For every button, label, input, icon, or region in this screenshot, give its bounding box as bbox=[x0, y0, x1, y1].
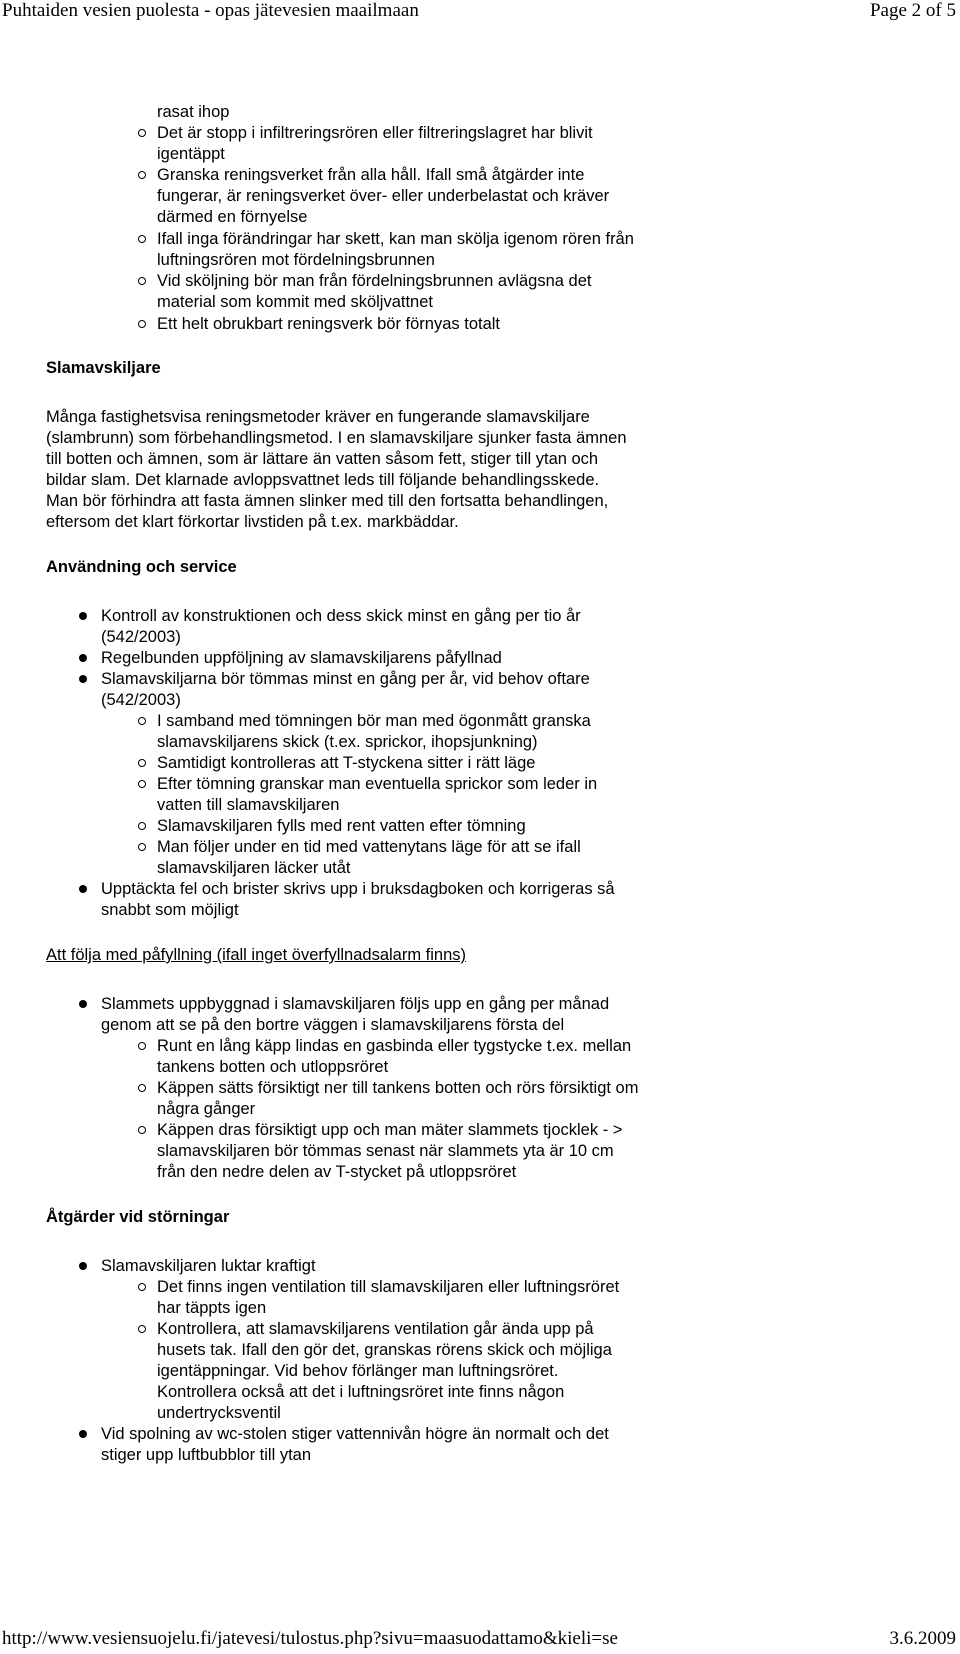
list-item: Kontroll av konstruktionen och dess skick minst en gång per tio år bbox=[101, 607, 581, 625]
paragraph-line: bildar slam. Det klarnade avloppsvattnet leds till följande behandlingsskede. bbox=[46, 471, 600, 489]
circle-bullet-icon bbox=[138, 235, 146, 243]
list-item: Slamavskiljaren fylls med rent vatten efter tömning bbox=[157, 817, 526, 835]
list-item-text: Kontrollera också att det i luftningsröret inte finns någon bbox=[157, 1383, 565, 1401]
list-item: Slamavskiljarna bör tömmas minst en gång per år, vid behov oftare bbox=[101, 670, 590, 688]
list-item-text: genom att se på den bortre väggen i slamavskiljarens första del bbox=[101, 1016, 565, 1034]
paragraph-line: eftersom det klart förkortar livstiden på t.ex. markbäddar. bbox=[46, 513, 459, 531]
bullet-icon bbox=[79, 1000, 87, 1008]
section-heading-faults: Åtgärder vid störningar bbox=[46, 1208, 230, 1226]
list-item: Samtidigt kontrolleras att T-styckena sitter i rätt läge bbox=[157, 754, 536, 772]
section-heading-slamavskiljare: Slamavskiljare bbox=[46, 359, 161, 377]
circle-bullet-icon bbox=[138, 759, 146, 767]
page-number: Page 2 of 5 bbox=[869, 0, 956, 21]
list-item: Regelbunden uppföljning av slamavskiljarens påfyllnad bbox=[101, 649, 502, 667]
list-item: Slammets uppbyggnad i slamavskiljaren följs upp en gång per månad bbox=[101, 995, 610, 1013]
circle-bullet-icon bbox=[138, 822, 146, 830]
circle-bullet-icon bbox=[138, 717, 146, 725]
bullet-icon bbox=[79, 612, 87, 620]
list-item: Man följer under en tid med vattenytans läge för att se ifall bbox=[157, 838, 581, 856]
list-item: Det är stopp i infiltreringsrören eller filtreringslagret har blivit bbox=[157, 124, 593, 142]
list-item: Ifall inga förändringar har skett, kan man skölja igenom rören från bbox=[157, 230, 634, 248]
list-item-text: material som kommit med sköljvattnet bbox=[157, 293, 433, 311]
list-item-text: igentäppningar. Vid behov förlänger man luftningsröret. bbox=[157, 1362, 559, 1380]
list-item-text: från den nedre delen av T-stycket på utloppsröret bbox=[157, 1163, 517, 1181]
circle-bullet-icon bbox=[138, 1283, 146, 1291]
section-heading-service: Användning och service bbox=[46, 558, 237, 576]
circle-bullet-icon bbox=[138, 1126, 146, 1134]
bullet-icon bbox=[79, 654, 87, 662]
list-item-text: husets tak. Ifall den gör det, granskas rörens skick och möjliga bbox=[157, 1341, 612, 1359]
list-item-text: vatten till slamavskiljaren bbox=[157, 796, 340, 814]
section-heading-fill: Att följa med påfyllning (ifall inget överfyllnadsalarm finns) bbox=[46, 946, 467, 964]
list-item-text: stiger upp luftbubblor till ytan bbox=[101, 1446, 312, 1464]
list-item: Vid spolning av wc-stolen stiger vattennivån högre än normalt och det bbox=[101, 1425, 609, 1443]
list-item: Efter tömning granskar man eventuella sprickor som leder in bbox=[157, 775, 598, 793]
list-item-text: några gånger bbox=[157, 1100, 256, 1118]
circle-bullet-icon bbox=[138, 843, 146, 851]
list-item: Kontrollera, att slamavskiljarens ventilation går ända upp på bbox=[157, 1320, 594, 1338]
list-item-text: snabbt som möjligt bbox=[101, 901, 239, 919]
list-item: Ett helt obrukbart reningsverk bör förnyas totalt bbox=[157, 315, 501, 333]
list-item: Granska reningsverket från alla håll. Ifall små åtgärder inte bbox=[157, 166, 585, 184]
paragraph-line: till botten och ämnen, som är lättare än vatten såsom fett, stiger till ytan och bbox=[46, 450, 599, 468]
list-item: Slamavskiljaren luktar kraftigt bbox=[101, 1257, 316, 1275]
list-item-text: igentäppt bbox=[157, 145, 225, 163]
list-item: Upptäckta fel och brister skrivs upp i bruksdagboken och korrigeras så bbox=[101, 880, 615, 898]
document-title: Puhtaiden vesien puolesta - opas jätevesien maailmaan bbox=[2, 0, 419, 21]
list-item: Runt en lång käpp lindas en gasbinda eller tygstycke t.ex. mellan bbox=[157, 1037, 632, 1055]
list-item-text: (542/2003) bbox=[101, 691, 181, 709]
paragraph-line: Man bör förhindra att fasta ämnen slinker med till den fortsatta behandlingen, bbox=[46, 492, 609, 510]
list-item-text: därmed en förnyelse bbox=[157, 208, 308, 226]
list-item-text: rasat ihop bbox=[157, 103, 230, 121]
list-item-text: luftningsrören mot fördelningsbrunnen bbox=[157, 251, 435, 269]
circle-bullet-icon bbox=[138, 780, 146, 788]
paragraph-line: (slambrunn) som förbehandlingsmetod. I en slamavskiljare sjunker fasta ämnen bbox=[46, 429, 627, 447]
list-item: Det finns ingen ventilation till slamavskiljaren eller luftningsröret bbox=[157, 1278, 620, 1296]
list-item: Käppen dras försiktigt upp och man mäter slammets tjocklek - > bbox=[157, 1121, 623, 1139]
circle-bullet-icon bbox=[138, 171, 146, 179]
circle-bullet-icon bbox=[138, 320, 146, 328]
list-item-text: slamavskiljaren bör tömmas senast när slammets yta är 10 cm bbox=[157, 1142, 614, 1160]
page-footer bbox=[0, 1628, 960, 1652]
circle-bullet-icon bbox=[138, 129, 146, 137]
circle-bullet-icon bbox=[138, 1084, 146, 1092]
list-item-text: slamavskiljaren läcker utåt bbox=[157, 859, 351, 877]
bullet-icon bbox=[79, 675, 87, 683]
list-item-text: (542/2003) bbox=[101, 628, 181, 646]
circle-bullet-icon bbox=[138, 1042, 146, 1050]
print-date: 3.6.2009 bbox=[889, 1628, 956, 1649]
list-item-text: tankens botten och utloppsröret bbox=[157, 1058, 389, 1076]
list-item-text: slamavskiljarens skick (t.ex. sprickor, ihopsjunkning) bbox=[157, 733, 538, 751]
bullet-icon bbox=[79, 885, 87, 893]
circle-bullet-icon bbox=[138, 1325, 146, 1333]
list-item-text: har täppts igen bbox=[157, 1299, 267, 1317]
list-item: Käppen sätts försiktigt ner till tankens botten och rörs försiktigt om bbox=[157, 1079, 639, 1097]
paragraph-line: Många fastighetsvisa reningsmetoder kräver en fungerande slamavskiljare bbox=[46, 408, 590, 426]
bullet-icon bbox=[79, 1430, 87, 1438]
list-item: I samband med tömningen bör man med ögonmått granska bbox=[157, 712, 591, 730]
list-item: Vid sköljning bör man från fördelningsbrunnen avlägsna det bbox=[157, 272, 592, 290]
bullet-icon bbox=[79, 1262, 87, 1270]
list-item-text: fungerar, är reningsverket över- eller underbelastat och kräver bbox=[157, 187, 610, 205]
source-url: http://www.vesiensuojelu.fi/jatevesi/tulostus.php?sivu=maasuodattamo&kieli=se bbox=[2, 1628, 618, 1649]
circle-bullet-icon bbox=[138, 277, 146, 285]
list-item-text: undertrycksventil bbox=[157, 1404, 281, 1422]
